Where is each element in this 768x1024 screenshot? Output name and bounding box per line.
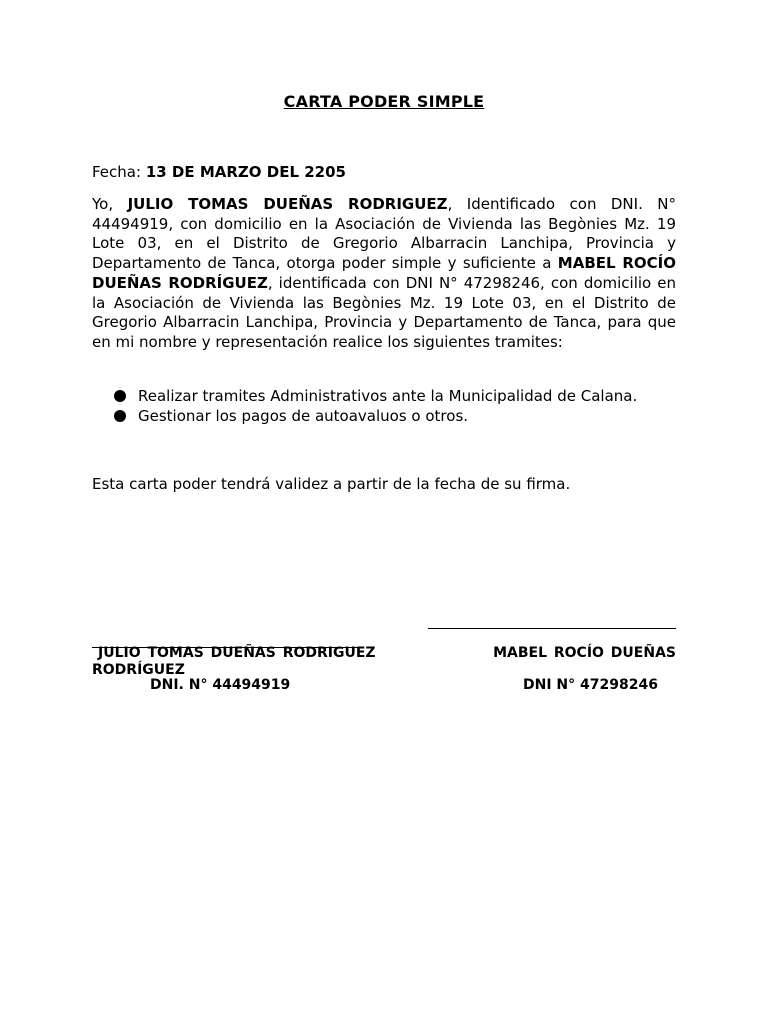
grantor-name: JULIO TOMAS DUEÑAS RODRIGUEZ <box>127 195 448 213</box>
body-text-2: , Identificado con DNI. N° 44494919, con domicilio en la Asociación de Vivienda las Begònies Mz. 19 Lote 03, en el Distrito de Gregorio Albarracin Lanchipa, Provincia y Departamento de Tanca, otorga poder simple y suficiente a <box>92 195 677 273</box>
list-item-text: Gestionar los pagos de autoavaluos o otros. <box>138 407 469 425</box>
date-value: 13 DE MARZO DEL 2205 <box>145 163 346 181</box>
closing-statement: Esta carta poder tendrá validez a partir de la fecha de su firma. <box>92 475 571 493</box>
signature-line-right <box>428 628 676 629</box>
signature-dni-right: DNI N° 47298246 <box>523 677 658 693</box>
signature-name-left <box>92 645 392 679</box>
list-item <box>112 406 692 426</box>
signature-name-right: MABEL ROCÍO DUEÑAS <box>493 645 676 661</box>
signature-dni-left: DNI. N° 44494919 <box>150 677 291 693</box>
list-item <box>112 386 692 406</box>
body-text-1: Yo, <box>92 195 128 213</box>
date-line <box>92 162 346 182</box>
signature-name-left-line2: RODRÍGUEZ <box>92 662 185 678</box>
date-label: Fecha: <box>92 163 146 181</box>
bullet-icon <box>114 410 126 422</box>
bullet-icon <box>114 390 126 402</box>
tasks-list <box>112 386 692 426</box>
grantee-name: MABEL ROCÍO DUEÑAS RODRÍGUEZ <box>92 254 677 292</box>
list-item-text: Realizar tramites Administrativos ante la Municipalidad de Calana. <box>138 387 638 405</box>
body-text-3: , identificada con DNI N° 47298246, con domicilio en la Asociación de Vivienda las Begònies Mz. 19 Lote 03, en el Distrito de Gregorio Albarracin Lanchipa, Provincia y Departamento de Tanca, para que en mi nombre y representación realice los siguientes tramites: <box>92 273 676 351</box>
signature-name-left-line1: JULIO TOMAS DUEÑAS RODRIGUEZ <box>98 645 376 661</box>
body-paragraph <box>92 195 676 353</box>
document-title: CARTA PODER SIMPLE <box>283 92 485 111</box>
